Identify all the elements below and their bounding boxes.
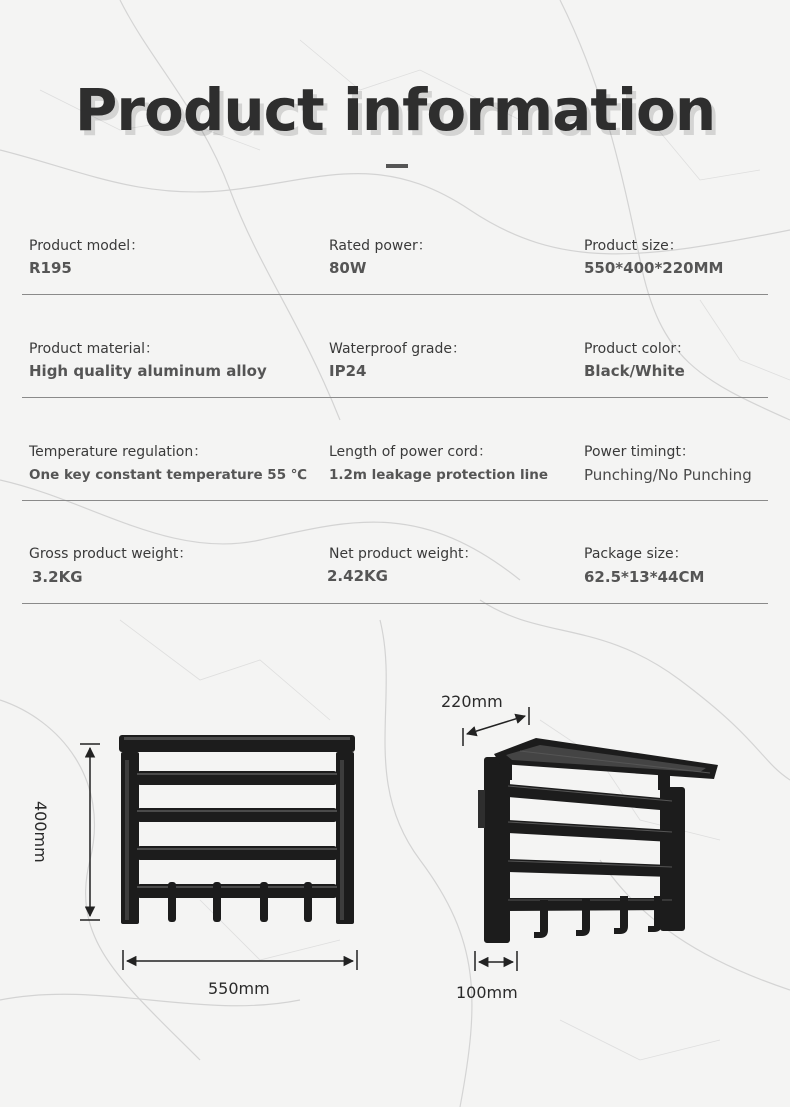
spec-label: Product color： [584,341,691,357]
spec-label: Rated power： [329,238,432,254]
spec-value: IP24 [329,362,367,380]
spec-label: Gross product weight： [29,546,193,562]
spec-value: One key constant temperature 55 ℃ [29,467,308,483]
side-width-label: 100mm [456,983,518,1002]
front-view-rack [119,735,355,924]
spec-label: Product size： [584,238,683,254]
page-title: Product information [74,76,716,144]
spec-value: 80W [329,259,367,277]
spec-value: 1.2m leakage protection line [329,467,549,483]
spec-value: 550*400*220MM [584,259,724,277]
spec-label: Package size： [584,546,688,562]
spec-value: Black/White [584,362,685,380]
front-width-label: 550mm [208,979,270,998]
spec-label: Product material： [29,341,160,357]
spec-value: 62.5*13*44CM [584,568,705,586]
spec-label: Net product weight： [329,546,478,562]
spec-label: Product model： [29,238,145,254]
spec-value: High quality aluminum alloy [29,362,267,380]
spec-label: Temperature regulation： [29,444,208,460]
spec-value: R195 [29,259,72,277]
spec-label: Waterproof grade： [329,341,466,357]
spec-label: Power timingt： [584,444,695,460]
spec-value: Punching/No Punching [584,466,752,484]
spec-value: 3.2KG [32,568,83,586]
side-view-rack [478,738,718,943]
side-depth-label: 220mm [441,692,503,711]
spec-label: Length of power cord： [329,444,493,460]
spec-value: 2.42KG [327,567,388,585]
front-height-label: 400mm [31,801,50,863]
